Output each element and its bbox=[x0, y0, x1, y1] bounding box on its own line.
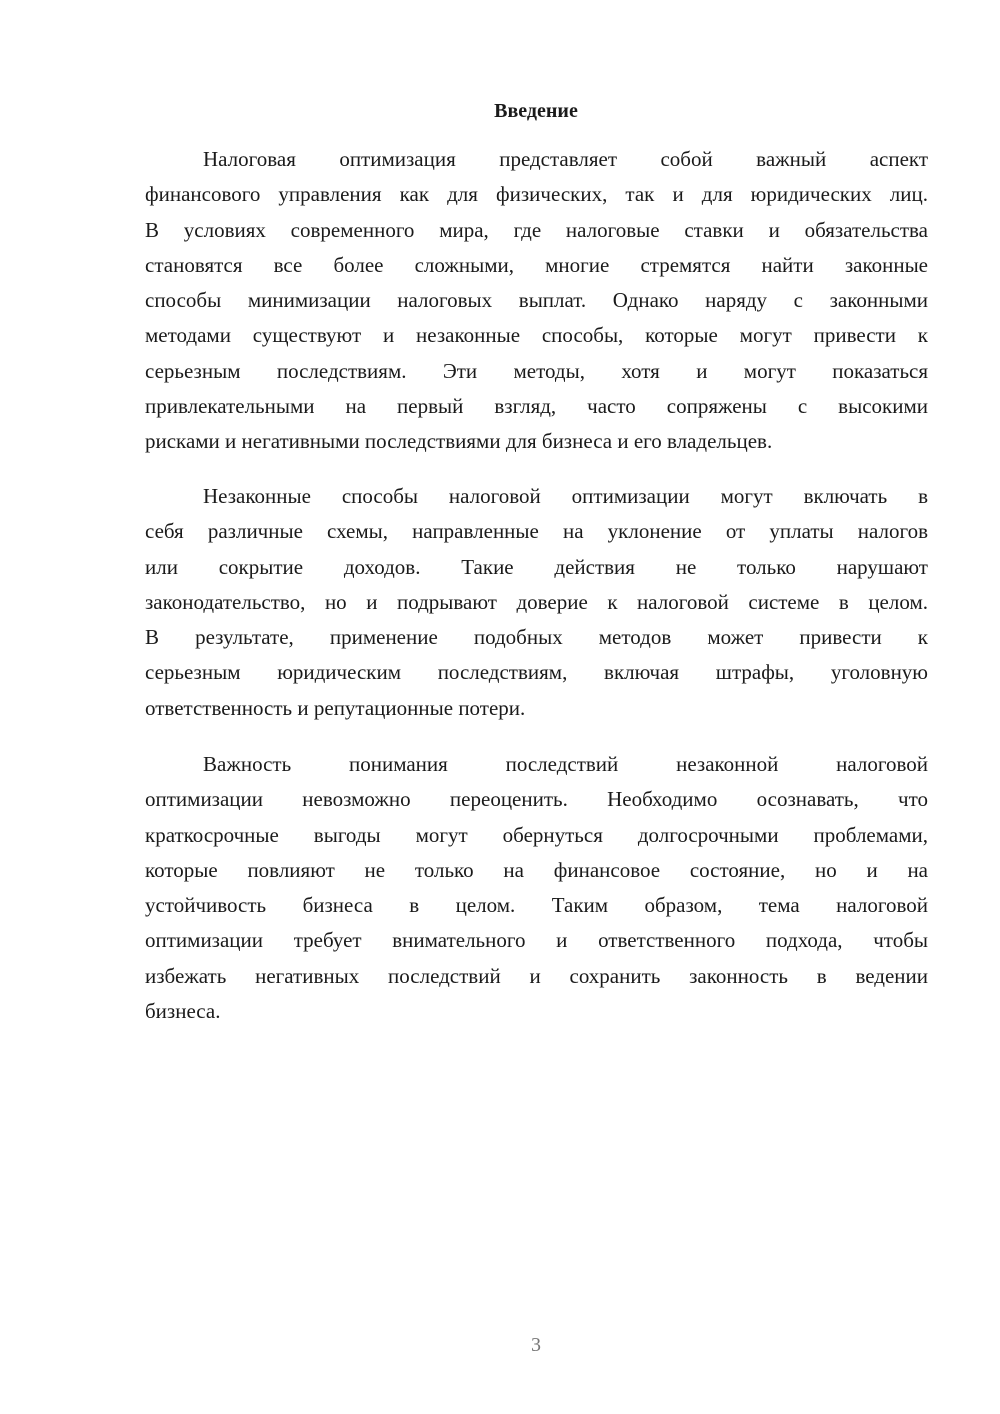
text-line: оптимизации невозможно переоценить. Необходимо осознавать, что bbox=[145, 787, 928, 812]
text-line: способы минимизации налоговых выплат. Однако наряду с законными bbox=[145, 288, 928, 313]
text-line: бизнеса. bbox=[145, 999, 221, 1024]
paragraph-1 bbox=[145, 142, 928, 460]
text-line: серьезным последствиям. Эти методы, хотя и могут показаться bbox=[145, 358, 928, 383]
section-title: Введение bbox=[494, 100, 578, 122]
text-line: финансового управления как для физических, так и для юридических лиц. bbox=[145, 182, 928, 207]
text-line: законодательство, но и подрывают доверие к налоговой системе в целом. bbox=[145, 589, 928, 614]
text-line: устойчивость бизнеса в целом. Таким образом, тема налоговой bbox=[145, 893, 928, 918]
paragraph-2 bbox=[145, 479, 928, 726]
page-number: 3 bbox=[531, 1334, 541, 1356]
text-line: Налоговая оптимизация представляет собой важный аспект bbox=[203, 147, 928, 171]
text-line: ответственность и репутационные потери. bbox=[145, 695, 526, 720]
text-line: В условиях современного мира, где налоговые ставки и обязательства bbox=[145, 217, 928, 242]
text-line: становятся все более сложными, многие стремятся найти законные bbox=[145, 252, 928, 277]
text-line: привлекательными на первый взгляд, часто сопряжены с высокими bbox=[145, 394, 928, 419]
text-line: себя различные схемы, направленные на уклонение от уплаты налогов bbox=[145, 519, 928, 544]
text-line: которые повлияют не только на финансовое состояние, но и на bbox=[145, 857, 928, 882]
text-line: Незаконные способы налоговой оптимизации могут включать в bbox=[203, 484, 928, 508]
text-line: рисками и негативными последствиями для бизнеса и его владельцев. bbox=[145, 429, 773, 454]
text-line: В результате, применение подобных методов может привести к bbox=[145, 625, 928, 650]
paragraph-3 bbox=[145, 747, 928, 1029]
text-line: краткосрочные выгоды могут обернуться долгосрочными проблемами, bbox=[145, 822, 928, 847]
text-line: методами существуют и незаконные способы, которые могут привести к bbox=[145, 323, 928, 348]
text-line: избежать негативных последствий и сохранить законность в ведении bbox=[145, 963, 928, 988]
text-line: серьезным юридическим последствиям, включая штрафы, уголовную bbox=[145, 660, 928, 685]
text-line: Важность понимания последствий незаконной налоговой bbox=[203, 752, 928, 776]
text-line: или сокрытие доходов. Такие действия не только нарушают bbox=[145, 554, 928, 579]
text-line: оптимизации требует внимательного и ответственного подхода, чтобы bbox=[145, 928, 928, 953]
